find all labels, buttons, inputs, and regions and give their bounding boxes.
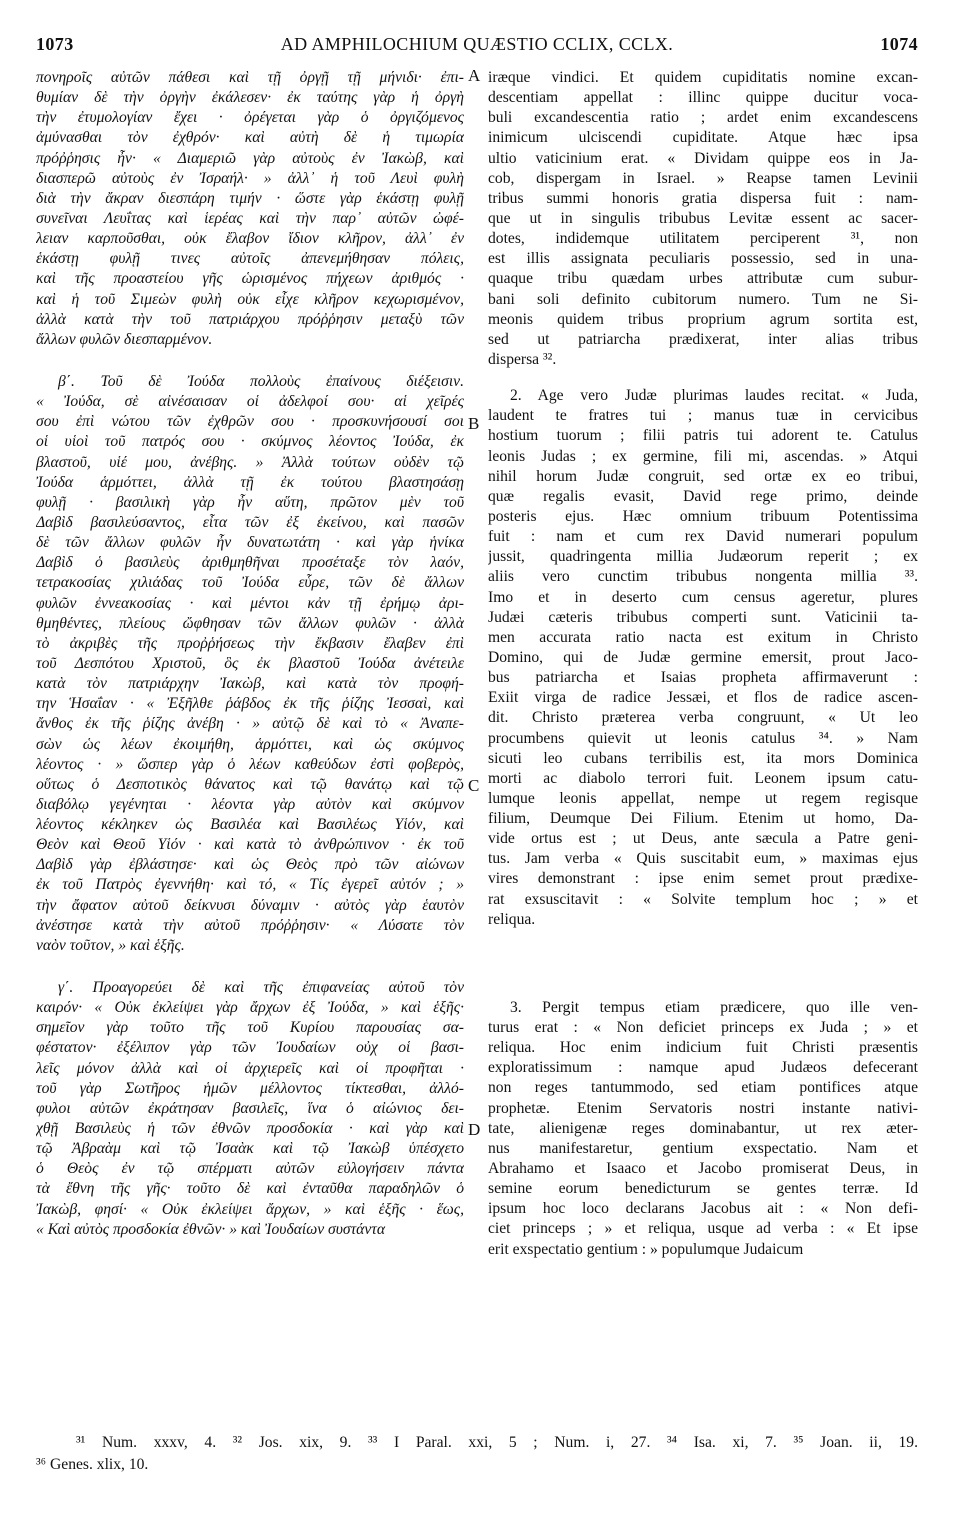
text-line: πρόῤῥησις ἦν· « Διαμεριῶ γὰρ αὐτοὺς ἐν Ἰακὼβ, καὶ (36, 149, 464, 167)
text-line: τοῦ γὰρ Σωτῆρος ἡμῶν μέλλοντος τίκτεσθαι, ἀλλό- (36, 1079, 464, 1097)
latin-column (488, 68, 918, 1260)
text-line: reliqua. Hoc enim indicium fuit Christi præsentis (488, 1039, 918, 1057)
text-line: ἀνέστησε κατὰ τὴν αὐτοῦ πρόῤῥησιν· « Λύσατε τὸν (36, 916, 464, 934)
text-line: Ἰακὼβ, φησί· « Οὐκ ἐκλείψει ἄρχων, » καὶ ἑξῆς · ἕως, (36, 1200, 464, 1218)
text-line: τῷ Ἀβραὰμ καὶ τῷ Ἰσαὰκ καὶ τῷ Ἰακὼβ ὑπέσχετο (36, 1140, 464, 1158)
text-line: turus erat : « Non deficiet princeps ex Juda ; » et (488, 1019, 918, 1037)
latin-paragraph-3 (488, 998, 918, 1260)
text-line: καὶ τῆς προαστείου γῆς ὡρισμένος πήχεων ἀριθμός · (36, 270, 464, 288)
text-line: την Ἡσαΐαν · « Ἐξῆλθε ῥάβδος ἐκ τῆς ῥίζης Ἰεσσαὶ, καὶ (36, 695, 464, 713)
text-line: Judæi cæteris tribubus comperti sunt. Vaticinii ta- (488, 608, 918, 626)
text-line: bani soli definito cubitorum numero. Tum ne Si- (488, 290, 918, 308)
text-line: que ut in singulis tribubus Levitæ essent ac sacer- (488, 209, 918, 227)
greek-paragraph-3 (36, 978, 464, 1240)
text-line: λέοντος · » ὥσπερ γὰρ ὁ λέων καθεύδων ἐστὶ φοβερὸς, (36, 755, 464, 773)
text-line: ultio vaticinium erat. « Dividam quippe eos in Ja- (488, 149, 918, 167)
text-line: δὲ τῶν ἄλλων φυλῶν ἦν δυνατωτάτη · καὶ γὰρ ἡνίκα (36, 534, 464, 552)
text-line: λειαν καρποῦσθαι, οὐκ ἔλαβον ἴδιον κλῆρον, ἀλλ᾽ ἐν (36, 230, 464, 248)
text-line: tus. Jam verba « Quis suscitabit eum, » maximas ejus (488, 850, 918, 868)
text-line: ναὸν τοῦτον, » καὶ ἑξῆς. (36, 936, 185, 954)
margin-marker-c: C (468, 776, 480, 795)
text-line: nus manifestaretur, gentium exspectatio. Nam et (488, 1139, 918, 1157)
text-line: morti ac diabolo terrori fuit. Leonem ipsum catu- (488, 769, 918, 787)
text-line: dispersa ³². (488, 350, 557, 368)
text-line: « Καὶ αὐτὸς προσδοκία ἐθνῶν· » καὶ Ἰουδαίων συστάντα (36, 1220, 386, 1238)
text-line: κατὰ τὸν πατριάρχην Ἰακὼβ, καὶ κατὰ τὸν προφή- (36, 675, 464, 693)
text-line: tribus summi honoris gratia dispersa fuit : nam- (488, 189, 918, 207)
text-line: tate, alienigenæ reges dominabantur, ut rex æter- (488, 1119, 918, 1137)
latin-paragraph-1 (488, 68, 918, 370)
running-title: AD AMPHILOCHIUM QUÆSTIO CCLIX, CCLX. (280, 34, 674, 54)
text-line: διαβόλῳ γεγένηται · λέοντα γὰρ αὐτὸν καὶ σκύμνον (36, 795, 464, 813)
text-line: Imo et in deserto cum census ageretur, plures (488, 588, 918, 606)
text-line: hostium tuorum ; filii patris tui adorent te. Catulus (488, 427, 918, 445)
text-line: buli excandescentia ratio ; ardet enim excandescens (488, 109, 918, 127)
text-line: sicuti leo cubans terribilis est, ita mors Dominica (488, 749, 918, 767)
text-line: rat exsuscitavit : « Solvite templum hoc ; » et (488, 890, 918, 908)
text-line: 2. Age vero Judæ plurimas laudes recitat. « Juda, (510, 387, 918, 405)
text-line: Θεὸν καὶ Θεοῦ Υἱόν · καὶ κατὰ τὸ ἀνθρώπινον · ἐκ τοῦ (36, 836, 464, 854)
text-line: descentiam appellat : illinc quippe ducitur voca- (488, 89, 918, 107)
text-line: leonis Judas ; ex germine, fili mi, ascendas. » Atqui (488, 447, 918, 465)
text-line: θυμίαν δὲ τὴν ὀργὴν ἐκάλεσεν· ἐκ ταύτης γὰρ ἡ ὀργὴ (36, 89, 464, 107)
latin-paragraph-2 (488, 386, 918, 930)
text-line: ἐκ τοῦ Πατρὸς ἐγεννήθη· καὶ τό, « Τίς ἐγερεῖ αὐτόν ; » (36, 876, 464, 894)
text-line: τὸ ἀκριβὲς τῆς προῤῥήσεως τὴν ἔκβασιν ἔλαβεν ἐπὶ (36, 634, 464, 652)
text-line: ὁ Θεὸς ἐν τῷ σπέρματι αὐτῶν εὐλογήσειν πάντα (36, 1160, 464, 1178)
text-line: procumbens quievit ut leonis catulus ³⁴. » Nam (488, 729, 918, 747)
text-line: sed ut patriarcha prædixerat, inter alias tribus (488, 330, 918, 348)
text-line: λέοντος κέκληκεν ὡς Βασιλέα καὶ Βασιλέως Υἱόν, καὶ (36, 816, 464, 834)
text-line: non reges tantummodo, sed etiam pontifices atque (488, 1079, 918, 1097)
text-line: erit exspectatio gentium : » populumque Judaicum (488, 1240, 804, 1258)
text-line: jussit, quadringenta millia Judæorum reperit ; ex (488, 548, 918, 566)
footnote-line: ³¹ Num. xxxv, 4. ³² Jos. xix, 9. ³³ I Paral. xxi, 5 ; Num. i, 27. ³⁴ Isa. xi, 7. ³⁵ Joan. ii, 19. (76, 1434, 918, 1451)
text-line: σου ἐπὶ νώτου τῶν ἐχθρῶν σου · προσκυνήσουσί σοι (36, 413, 464, 431)
margin-marker-d: D (468, 1120, 481, 1139)
text-line: iræque vindici. Et quidem cupiditatis nomine excan- (488, 69, 918, 86)
footnotes (36, 1432, 918, 1476)
text-line: Δαβὶδ βασιλεύσαντος, εἶτα τῶν ἐξ ἐκείνου, καὶ πασῶν (36, 513, 464, 531)
text-line: πονηροῖς αὐτῶν πάθεσι καὶ τῇ ὀργῇ τῇ μήνιδι· ἐπι- (36, 69, 464, 86)
text-line: ἄλλων φυλῶν διεσπαρμένον. (36, 330, 213, 348)
text-line: ἑκάστῃ φυλῇ τινες αὐτοῖς ἀπενεμήθησαν πόλεις, (36, 250, 464, 268)
text-line: « Ἰούδα, σὲ αἰνέσαισαν οἱ ἀδελφοί σου· αἱ χεῖρές (36, 393, 464, 411)
text-line: βλαστοῦ, υἱέ μου, ἀνέβης. » Ἀλλὰ τούτων οὐδὲν τῷ (36, 453, 464, 471)
text-line: ἀλλὰ κατὰ τὴν τοῦ πατριάρχου πρόῤῥησιν μεταξὺ τῶν (36, 310, 464, 328)
text-line: aliis vero cunctim tribubus nongenta millia ³³. (488, 568, 918, 586)
text-line: vires demonstrant : ipse enim semet prout prædixe- (488, 870, 918, 888)
text-line: quaque tribu quædam urbes attributæ cum subur- (488, 270, 918, 288)
text-line: prophetæ. Etenim Servatoris nostri instante nativi- (488, 1099, 918, 1117)
greek-paragraph-2 (36, 372, 464, 956)
text-line: φυλοι αὐτῶν ἐκράτησαν βασιλεῖς, ἵνα ὁ αἰώνιος δει- (36, 1099, 464, 1117)
text-line: ciet princeps ; » et reliqua, usque ad verba : « Et ipse (488, 1220, 918, 1238)
text-line: διὰ τὴν ἄκραν διεσπάρη τιμήν · ὥστε γὰρ ἑκάστῃ φυλῇ (36, 189, 464, 207)
text-line: φυλῶν ἐννεακοσίας · καὶ μέντοι κἀν τῇ ἐρήμῳ ἀρι- (36, 594, 464, 612)
page-number-left: 1073 (36, 34, 74, 54)
text-line: φυλῇ · βασιλικὴ γὰρ ἦν αὕτη, πρῶτον μὲν τοῦ (36, 493, 464, 511)
text-line: meonis quidem tribus proprium agrum sortita est, (488, 310, 918, 328)
text-line: quæ regalis evasit, David rege primo, deinde (488, 487, 918, 505)
text-line: Δαβὶδ γὰρ ἐβλάστησε· καὶ ὡς Θεὸς πρὸ τῶν αἰώνων (36, 856, 464, 874)
text-line: Δαβὶδ ὁ βασιλεὺς ἀριθμηθῆναι προσέταξε τὸν λαόν, (36, 554, 464, 572)
text-line: vide ortus est ; ut Deus, ante sæcula a Patre geni- (488, 830, 918, 848)
text-line: inimicum ulciscendi cupiditate. Atque hæc ipsa (488, 129, 918, 147)
text-line: χθῇ Βασιλεὺς ἡ τῶν ἐθνῶν προσδοκία · καὶ γὰρ καὶ (36, 1120, 464, 1138)
text-line: Domino, qui de Judæ germine emersit, prout Jaco- (488, 648, 918, 666)
greek-paragraph-1 (36, 68, 464, 350)
text-line: est illis assignata peculiaris possessio, sed in una- (488, 250, 918, 268)
page-header (36, 34, 918, 58)
text-line: reliqua. (488, 910, 536, 928)
text-line: Exiit virga de radice Jessæi, et flos de radice ascen- (488, 689, 918, 707)
text-line: posteris ejus. Hæc omnium tribuum Potentissima (488, 507, 918, 525)
text-line: cob, dispergam in Israel. » Reapse tamen Levinii (488, 169, 918, 187)
text-line: σὼν ὡς λέων ἐκοιμήθη, ἁρμόττει, καὶ ὡς σκύμνος (36, 735, 464, 753)
text-line: fuit : nam et cum rex David numerari populum (488, 528, 918, 546)
text-line: τὴν ἄφατον αὐτοῦ δείκνυσι δύναμιν · αὐτὸς γὰρ ἑαυτὸν (36, 896, 464, 914)
text-line: semine eorum benedicturum se gentes terræ. Id (488, 1180, 918, 1198)
text-line: nihil horum Judæ congruit, sed ortæ ex eo tribui, (488, 467, 918, 485)
text-line: θμηθέντες, πλείους ὤφθησαν τῶν ἄλλων φυλῶν · ἀλλὰ (36, 614, 464, 632)
footnote-line: ³⁶ Genes. xlix, 10. (36, 1456, 149, 1473)
text-line: φέστατον· ἐξέλιπον γὰρ τῶν Ἰουδαίων οὐχ οἱ βασι- (36, 1039, 464, 1057)
text-line: οἱ υἱοὶ τοῦ πατρός σου · σκύμνος λέοντος Ἰούδα, ἐκ (36, 433, 464, 451)
margin-marker-b: B (468, 414, 480, 433)
text-line: 3. Pergit tempus etiam prædicere, quo ille ven- (510, 998, 918, 1016)
text-line: exploratissimum : namque apud Judæos defecerant (488, 1059, 918, 1077)
text-line: laudent te fratres tui ; manus tuæ in cervicibus (488, 407, 918, 425)
text-line: γ΄. Προαγορεύει δὲ καὶ τῆς ἐπιφανείας αὐτοῦ τὸν (58, 979, 464, 997)
margin-marker-a: A (468, 66, 481, 85)
text-line: ἄνθος ἐκ τῆς ῥίζης ἀνέβη · » αὐτῷ δὲ καὶ τὸ « Ἀναπε- (36, 715, 464, 733)
text-line: σημεῖον γὰρ τοῦτο τῆς τοῦ Κυρίου παρουσίας σα- (36, 1019, 464, 1037)
text-line: β΄. Τοῦ δὲ Ἰούδα πολλοὺς ἐπαίνους διέξεισιν. (58, 372, 464, 390)
text-line: Abrahamo et Isaaco et Jacobo promiserat Deus, in (488, 1160, 918, 1178)
text-line: λεῖς μόνον ἀλλὰ καὶ οἱ ἀρχιερεῖς καὶ οἱ προφῆται · (36, 1059, 464, 1077)
text-line: dit. Christo præterea verba congruunt, « Ut leo (488, 709, 918, 727)
text-line: men accurata ratio nacta est exitum in Christo (488, 628, 918, 646)
text-line: ἀμύνασθαι τὸν ἐχθρόν· καὶ αὐτὴ δὲ ἡ τιμωρία (36, 129, 464, 147)
text-line: οὕτως ὁ Δεσποτικὸς θάνατος καὶ τῷ θανάτῳ καὶ τῷ (36, 775, 464, 793)
text-line: Ἰούδα ἁρμόττει, ἀλλὰ τῇ ἐκ τούτου βλαστησάσῃ (36, 473, 464, 491)
greek-column (36, 68, 464, 1240)
text-line: bus patriarcha et Isaias propheta affirmaverunt : (488, 669, 918, 687)
text-line: ipsum hoc loco declarans Jacobus ait : « Non defi- (488, 1200, 918, 1218)
text-line: τοῦ Δεσπότου Χριστοῦ, ὃς ἐκ βλαστοῦ Ἰούδα ἀνέτειλε (36, 654, 464, 672)
text-line: τὰ ἔθνη τῆς γῆς· τοῦτο δὲ καὶ ἐνταῦθα παραδηλῶν ὁ (36, 1180, 464, 1198)
text-line: καιρόν· « Οὐκ ἐκλείψει γὰρ ἄρχων ἐξ Ἰούδα, » καὶ ἑξῆς· (36, 999, 464, 1017)
text-line: συνεῖναι Λευΐτας καὶ ἱερέας καὶ τὴν παρ᾽ αὐτῶν ὠφέ- (36, 209, 464, 227)
text-line: lumque leonis appellat, nempe ut regem regisque (488, 789, 918, 807)
text-line: καὶ ἡ τοῦ Σιμεὼν φυλὴ οὐκ εἶχε κλῆρον κεχωρισμένον, (36, 290, 464, 308)
text-line: τὴν ἐτυμολογίαν ἔχει · ὀρέγεται γὰρ ὁ ὀργιζόμενος (36, 109, 464, 127)
text-line: διασπερῶ αὐτοὺς ἐν Ἰσραήλ· » ἀλλ᾽ ἡ τοῦ Λευὶ φυλὴ (36, 169, 464, 187)
page-number-right: 1074 (880, 34, 918, 54)
text-line: dotes, indidemque utilitatem perciperent ³¹, non (488, 230, 918, 248)
text-line: τετρακοσίας χιλιάδας τοῦ Ἰούδα εὗρε, τῶν δὲ ἄλλων (36, 574, 464, 592)
text-line: filium, Deumque Dei Filium. Etenim ut homo, Da- (488, 810, 918, 828)
